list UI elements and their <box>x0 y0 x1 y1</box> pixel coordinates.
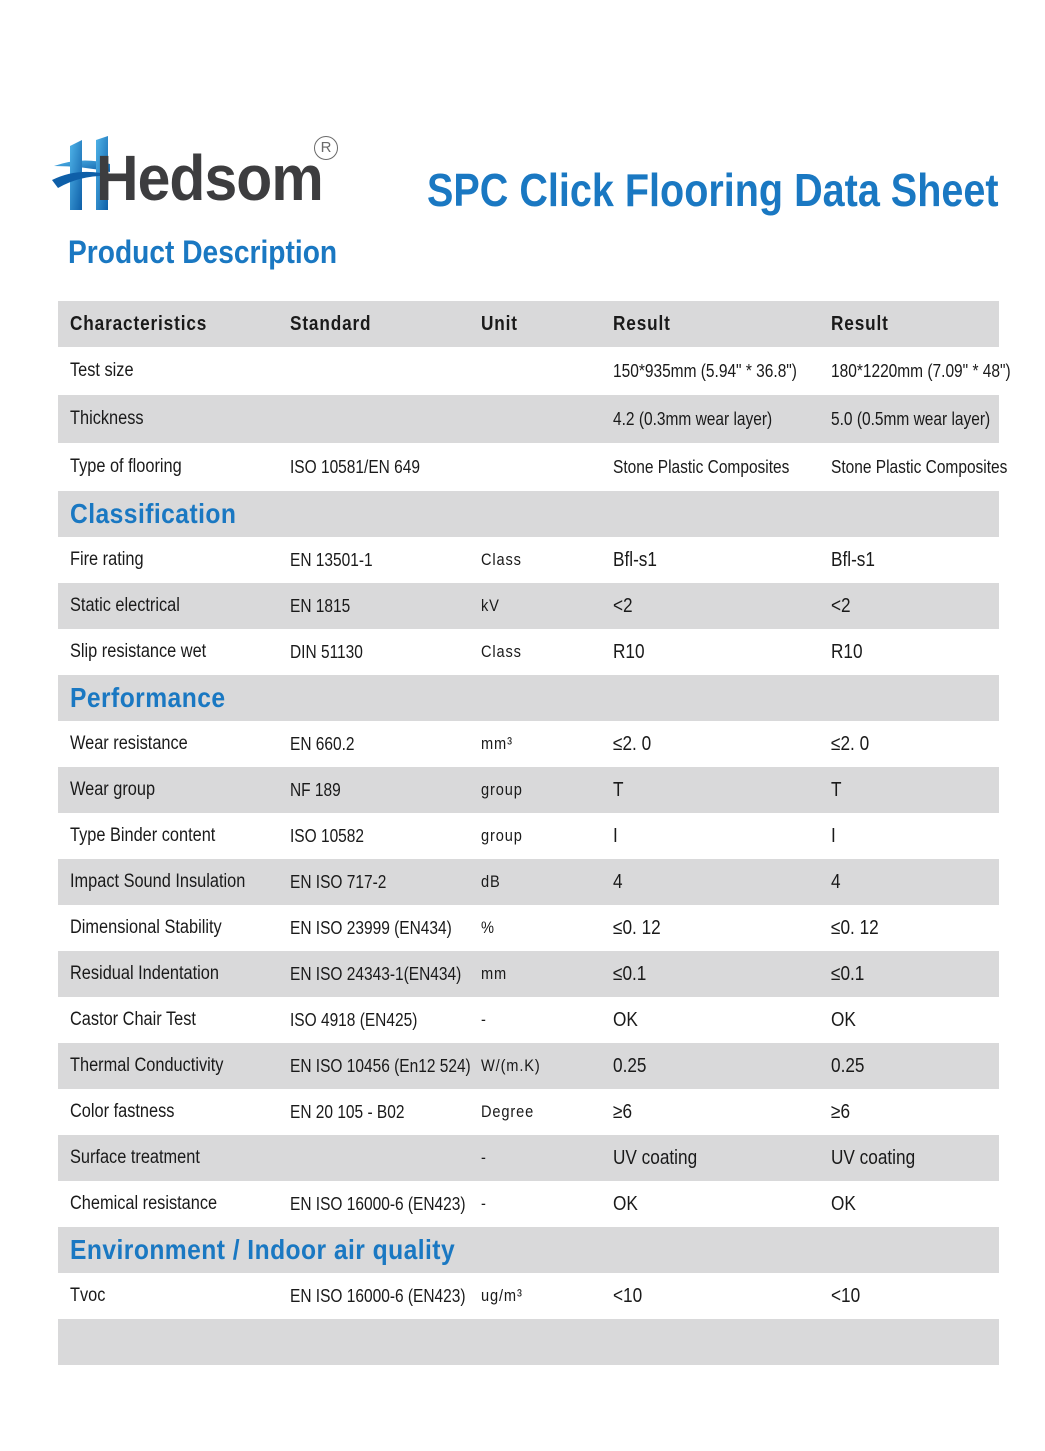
cell-unit: Class <box>481 642 522 661</box>
cell-result-2: ≤2. 0 <box>831 732 870 755</box>
data-sheet-table <box>58 301 1011 1365</box>
cell-characteristic: Wear resistance <box>70 733 188 754</box>
table-row <box>58 905 999 951</box>
cell-characteristic: Thickness <box>70 408 144 429</box>
cell-standard: EN ISO 23999 (EN434) <box>290 917 452 938</box>
cell-result-2: ≤0. 12 <box>831 916 879 939</box>
header-characteristics: Characteristics <box>70 312 208 335</box>
table-row <box>58 443 1008 491</box>
page-subtitle: Product Description <box>68 234 338 270</box>
cell-characteristic: Slip resistance wet <box>70 641 207 662</box>
cell-unit: - <box>481 1010 487 1029</box>
table-row <box>58 859 999 905</box>
cell-unit: Class <box>481 550 522 569</box>
header-result-2: Result <box>831 312 889 335</box>
table-header-row <box>58 301 999 347</box>
cell-result-1: ≥6 <box>613 1100 633 1123</box>
table-row <box>58 583 999 629</box>
cell-unit: group <box>481 780 523 799</box>
section-title: Classification <box>70 498 237 529</box>
cell-standard: EN ISO 16000-6 (EN423) <box>290 1193 466 1214</box>
cell-standard: EN ISO 10456 (En12 524) <box>290 1055 471 1076</box>
cell-characteristic: Test size <box>70 360 134 381</box>
cell-standard: EN ISO 24343-1(EN434) <box>290 963 462 984</box>
cell-result-2: 5.0 (0.5mm wear layer) <box>831 408 991 429</box>
cell-result-1: <2 <box>613 594 633 617</box>
cell-result-2: 0.25 <box>831 1054 865 1077</box>
cell-characteristic: Castor Chair Test <box>70 1009 196 1030</box>
cell-characteristic: Thermal Conductivity <box>70 1055 224 1076</box>
cell-unit: dB <box>481 872 501 891</box>
table-row <box>58 1273 999 1319</box>
cell-result-1: ≤0.1 <box>613 962 647 985</box>
cell-result-2: I <box>831 824 836 847</box>
cell-result-2: 4 <box>831 870 841 893</box>
section-header-row <box>58 675 999 721</box>
table-row <box>58 1043 999 1089</box>
cell-unit: % <box>481 918 495 937</box>
cell-result-1: Bfl-s1 <box>613 548 657 571</box>
table-row <box>58 395 999 443</box>
registered-mark: R <box>314 136 338 160</box>
table-row <box>58 997 999 1043</box>
table-row <box>58 767 999 813</box>
section-header-row <box>58 491 999 537</box>
cell-result-2: 180*1220mm (7.09" * 48") <box>831 360 1011 381</box>
table-row <box>58 813 999 859</box>
page-title: SPC Click Flooring Data Sheet <box>427 164 999 216</box>
cell-result-2: OK <box>831 1192 856 1215</box>
brand-name: Hedsom <box>96 142 323 214</box>
cell-standard: EN 1815 <box>290 595 351 616</box>
cell-result-1: UV coating <box>613 1146 698 1169</box>
cell-characteristic: Fire rating <box>70 549 144 570</box>
cell-characteristic: Type of flooring <box>70 456 182 477</box>
cell-result-2: <2 <box>831 594 851 617</box>
table-row <box>58 1089 999 1135</box>
cell-unit: mm³ <box>481 734 513 753</box>
cell-standard: EN 660.2 <box>290 733 355 754</box>
table-row <box>58 1181 999 1227</box>
cell-result-1: OK <box>613 1008 638 1031</box>
cell-characteristic: Color fastness <box>70 1101 175 1122</box>
cell-characteristic: Tvoc <box>70 1285 106 1306</box>
cell-unit: - <box>481 1148 487 1167</box>
cell-unit: kV <box>481 596 500 615</box>
cell-result-1: 0.25 <box>613 1054 647 1077</box>
cell-standard: EN ISO 16000-6 (EN423) <box>290 1285 466 1306</box>
section-title: Performance <box>70 682 226 713</box>
cell-characteristic: Dimensional Stability <box>70 917 222 938</box>
cell-standard: ISO 4918 (EN425) <box>290 1009 418 1030</box>
cell-characteristic: Chemical resistance <box>70 1193 218 1214</box>
cell-result-2: Stone Plastic Composites <box>831 456 1008 477</box>
header-standard: Standard <box>290 312 372 335</box>
table-row <box>58 537 999 583</box>
cell-characteristic: Wear group <box>70 779 156 800</box>
cell-unit: - <box>481 1194 487 1213</box>
header-unit: Unit <box>481 312 518 335</box>
cell-standard: EN ISO 717-2 <box>290 871 387 892</box>
cell-result-1: I <box>613 824 618 847</box>
cell-characteristic: Surface treatment <box>70 1147 200 1168</box>
header-result-1: Result <box>613 312 671 335</box>
section-header-row <box>58 1227 999 1273</box>
cell-result-1: Stone Plastic Composites <box>613 456 790 477</box>
cell-result-1: ≤0. 12 <box>613 916 661 939</box>
cell-characteristic: Type Binder content <box>70 825 216 846</box>
cell-result-2: <10 <box>831 1284 861 1307</box>
cell-standard: EN 20 105 - B02 <box>290 1101 405 1122</box>
cell-result-2: T <box>831 778 842 801</box>
cell-standard: NF 189 <box>290 779 341 800</box>
cell-result-1: <10 <box>613 1284 643 1307</box>
cell-result-1: 4.2 (0.3mm wear layer) <box>613 408 773 429</box>
cell-standard: ISO 10581/EN 649 <box>290 456 420 477</box>
cell-result-1: T <box>613 778 624 801</box>
cell-unit: ug/m³ <box>481 1286 523 1305</box>
cell-result-2: ≤0.1 <box>831 962 865 985</box>
cell-unit: mm <box>481 964 508 983</box>
cell-standard: EN 13501-1 <box>290 549 373 570</box>
cell-result-1: 4 <box>613 870 623 893</box>
cell-result-2: OK <box>831 1008 856 1031</box>
cell-characteristic: Static electrical <box>70 595 180 616</box>
cell-unit: Degree <box>481 1102 535 1121</box>
cell-unit: W/(m.K) <box>481 1056 541 1075</box>
cell-result-2: UV coating <box>831 1146 916 1169</box>
cell-result-1: R10 <box>613 640 645 663</box>
table-footer-band <box>58 1319 999 1365</box>
cell-result-2: ≥6 <box>831 1100 851 1123</box>
cell-standard: ISO 10582 <box>290 825 365 846</box>
table-row <box>58 629 999 675</box>
table-row <box>58 951 999 997</box>
cell-result-1: OK <box>613 1192 638 1215</box>
cell-standard: DIN 51130 <box>290 641 363 662</box>
cell-unit: group <box>481 826 523 845</box>
table-row <box>58 1135 999 1181</box>
table-row <box>58 347 1011 395</box>
cell-result-2: R10 <box>831 640 863 663</box>
cell-result-1: 150*935mm (5.94" * 36.8") <box>613 360 797 381</box>
cell-result-2: Bfl-s1 <box>831 548 875 571</box>
cell-characteristic: Impact Sound Insulation <box>70 871 246 892</box>
brand-logo <box>52 136 352 218</box>
section-title: Environment / Indoor air quality <box>70 1234 456 1265</box>
cell-result-1: ≤2. 0 <box>613 732 652 755</box>
cell-characteristic: Residual Indentation <box>70 963 219 984</box>
table-row <box>58 721 999 767</box>
